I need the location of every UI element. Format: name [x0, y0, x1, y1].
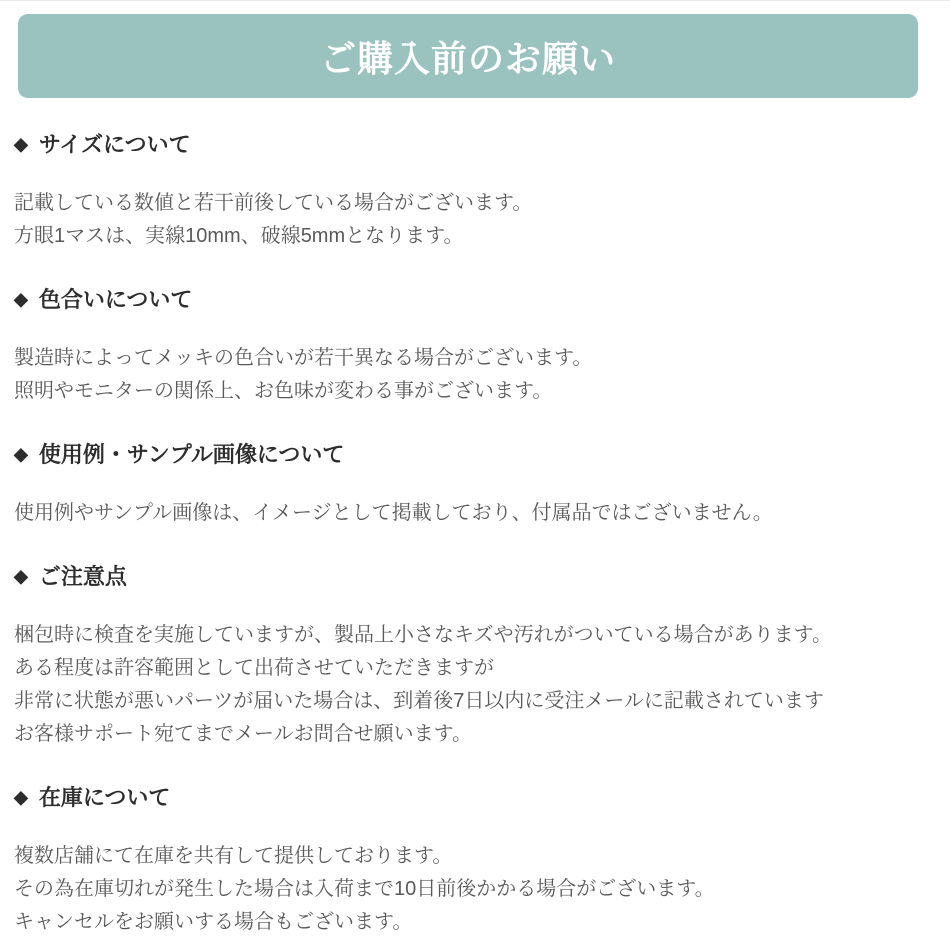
body-line: 非常に状態が悪いパーツが届いた場合は、到着後7日以内に受注メールに記載されています — [14, 690, 824, 712]
diamond-bullet-icon: ◆ — [14, 289, 28, 309]
section-body-stock — [14, 840, 910, 939]
section-heading-caution — [14, 561, 910, 592]
notice-content — [0, 129, 950, 939]
section-color — [14, 284, 910, 408]
section-heading-label: 色合いについて — [38, 287, 193, 312]
section-sample-images — [14, 439, 910, 530]
body-line: キャンセルをお願いする場合もございます。 — [14, 911, 413, 933]
diamond-bullet-icon: ◆ — [14, 134, 28, 154]
section-heading-stock — [14, 782, 910, 813]
body-line: ある程度は許容範囲として出荷させていただきますが — [14, 657, 494, 679]
pre-purchase-notice-page — [0, 14, 950, 939]
section-heading-label: 在庫について — [38, 785, 171, 810]
body-line: 記載している数値と若干前後している場合がございます。 — [14, 192, 533, 214]
body-line: お客様サポート宛てまでメールお問合せ願います。 — [14, 723, 472, 745]
body-line: 使用例やサンプル画像は、イメージとして掲載しており、付属品ではございません。 — [14, 502, 773, 524]
section-caution — [14, 561, 910, 751]
diamond-bullet-icon: ◆ — [14, 444, 28, 464]
diamond-bullet-icon: ◆ — [14, 566, 28, 586]
page-title: ご購入前のお願い — [319, 37, 616, 79]
notice-header-banner — [18, 14, 918, 98]
section-body-size — [14, 187, 910, 253]
section-stock — [14, 782, 910, 939]
section-heading-label: 使用例・サンプル画像について — [38, 442, 345, 467]
section-heading-label: サイズについて — [38, 132, 191, 157]
body-line: その為在庫切れが発生した場合は入荷まで10日前後かかる場合がございます。 — [14, 878, 715, 900]
body-line: 照明やモニターの関係上、お色味が変わる事がございます。 — [14, 380, 553, 402]
body-line: 方眼1マスは、実線10mm、破線5mmとなります。 — [14, 225, 464, 247]
body-line: 製造時によってメッキの色合いが若干異なる場合がございます。 — [14, 347, 593, 369]
section-heading-color — [14, 284, 910, 315]
section-heading-label: ご注意点 — [38, 564, 127, 589]
diamond-bullet-icon: ◆ — [14, 787, 28, 807]
body-line: 複数店舗にて在庫を共有して提供しております。 — [14, 845, 453, 867]
section-heading-size — [14, 129, 910, 160]
section-size — [14, 129, 910, 253]
section-body-color — [14, 342, 910, 408]
section-heading-sample-images — [14, 439, 910, 470]
section-body-caution — [14, 619, 910, 751]
section-body-sample-images — [14, 497, 910, 530]
body-line: 梱包時に検査を実施していますが、製品上小さなキズや汚れがついている場合があります。 — [14, 624, 832, 646]
